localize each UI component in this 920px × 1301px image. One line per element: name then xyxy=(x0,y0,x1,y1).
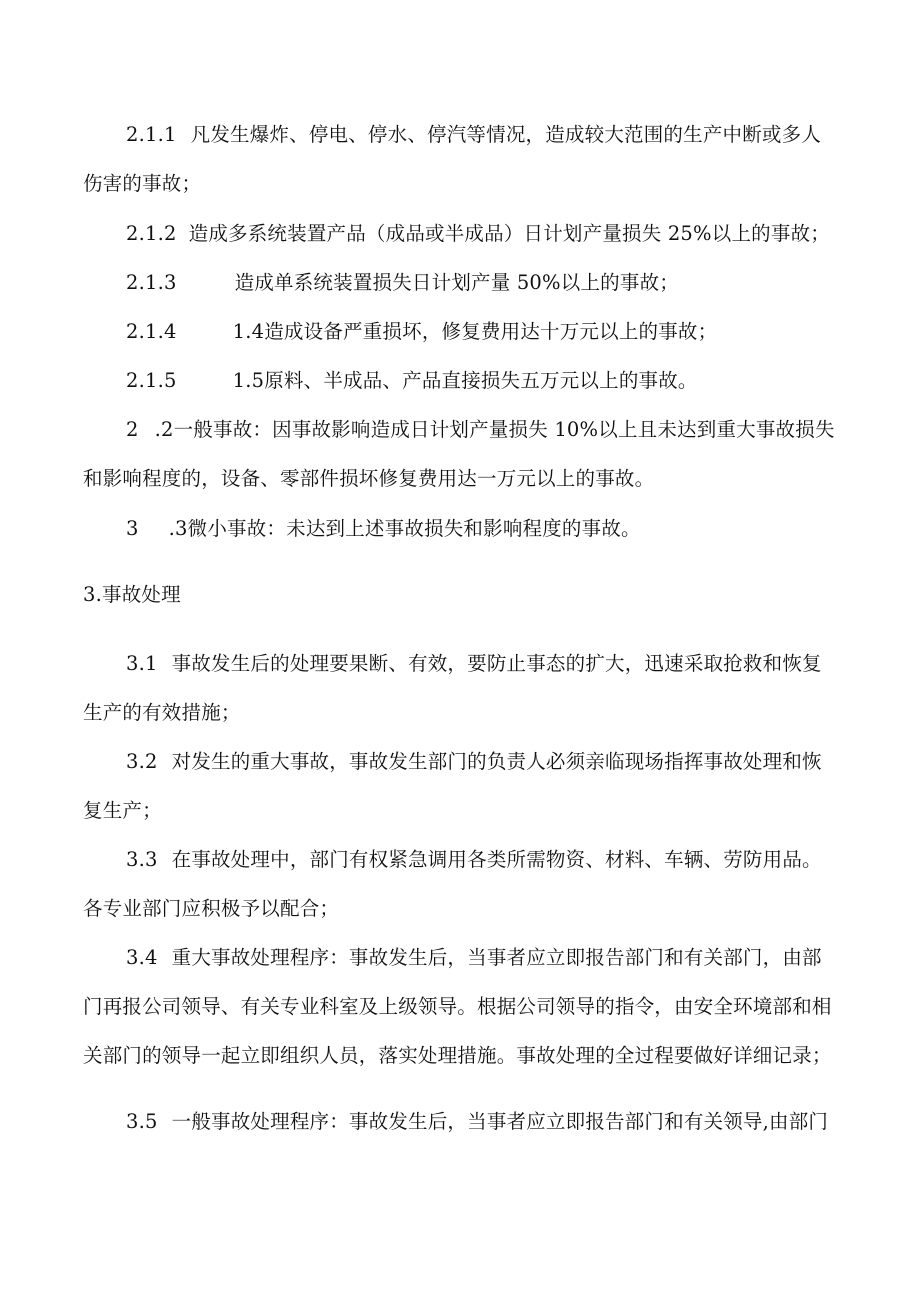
item-3-1-line-1 xyxy=(126,651,822,677)
item-2-1-3 xyxy=(126,270,679,296)
item-3-2-line-1 xyxy=(126,749,822,775)
item-2-1-5 xyxy=(126,368,698,394)
item-text: 造成单系统装置损失日计划产量 50%以上的事故； xyxy=(234,271,679,294)
item-number: 2 xyxy=(126,418,139,441)
item-number: 2.1.5 xyxy=(126,369,177,392)
item-number: 3.5 xyxy=(126,1110,158,1133)
item-text: 造成多系统装置产品（成品或半成品）日计划产量损失 25%以上的事故； xyxy=(188,222,830,245)
item-3-5-line-1 xyxy=(126,1109,828,1135)
item-number: 2.1.1 xyxy=(126,123,177,146)
item-text: .2一般事故：因事故影响造成日计划产量损失 10%以上且未达到重大事故损失 xyxy=(154,418,835,441)
item-2-2-line-2: 和影响程度的，设备、零部件损坏修复费用达一万元以上的事故。 xyxy=(83,467,655,490)
item-text: 对发生的重大事故，事故发生部门的负责人必须亲临现场指挥事故处理和恢 xyxy=(171,750,822,773)
item-2-3 xyxy=(126,516,641,542)
item-3-1-line-2: 生产的有效措施； xyxy=(83,701,241,724)
item-text: 在事故处理中，部门有权紧急调用各类所需物资、材料、车辆、劳防用品。 xyxy=(171,848,822,871)
item-2-1-1-line-2: 伤害的事故； xyxy=(83,172,202,195)
item-3-4-line-3: 关部门的领导一起立即组织人员，落实处理措施。事故处理的全过程要做好详细记录； xyxy=(83,1044,832,1067)
item-number: 3.1 xyxy=(126,652,158,675)
item-number: 2.1.3 xyxy=(126,271,177,294)
item-number: 2.1.4 xyxy=(126,320,177,343)
item-3-4-line-2: 门再报公司领导、有关专业科室及上级领导。根据公司领导的指令，由安全环境部和相 xyxy=(83,995,832,1018)
item-3-3-line-1 xyxy=(126,847,822,873)
item-2-2-line-1 xyxy=(126,417,835,443)
item-number: 3.2 xyxy=(126,750,158,773)
section-3-heading: 3.事故处理 xyxy=(83,583,181,606)
item-3-4-line-1 xyxy=(126,945,822,971)
item-number: 3.4 xyxy=(126,946,158,969)
item-3-2-line-2: 复生产； xyxy=(83,799,162,822)
item-text: 重大事故处理程序：事故发生后，当事者应立即报告部门和有关部门，由部 xyxy=(171,946,822,969)
item-text: 凡发生爆炸、停电、停水、停汽等情况，造成较大范围的生产中断或多人 xyxy=(190,123,822,146)
item-text: 1.4造成设备严重损坏，修复费用达十万元以上的事故； xyxy=(232,320,718,343)
item-2-1-4 xyxy=(126,319,717,345)
item-number: 2.1.2 xyxy=(126,222,177,245)
item-number: 3.3 xyxy=(126,848,158,871)
item-2-1-1-line-1 xyxy=(126,122,821,148)
item-text: 事故发生后的处理要果断、有效，要防止事态的扩大，迅速采取抢救和恢复 xyxy=(171,652,822,675)
item-text: .3微小事故：未达到上述事故损失和影响程度的事故。 xyxy=(168,517,641,540)
item-text: 一般事故处理程序：事故发生后，当事者应立即报告部门和有关领导,由部门 xyxy=(171,1110,829,1133)
item-3-3-line-2: 各专业部门应积极予以配合； xyxy=(83,897,340,920)
item-2-1-2 xyxy=(126,221,830,247)
item-number: 3 xyxy=(126,517,139,540)
item-text: 1.5原料、半成品、产品直接损失五万元以上的事故。 xyxy=(232,369,698,392)
